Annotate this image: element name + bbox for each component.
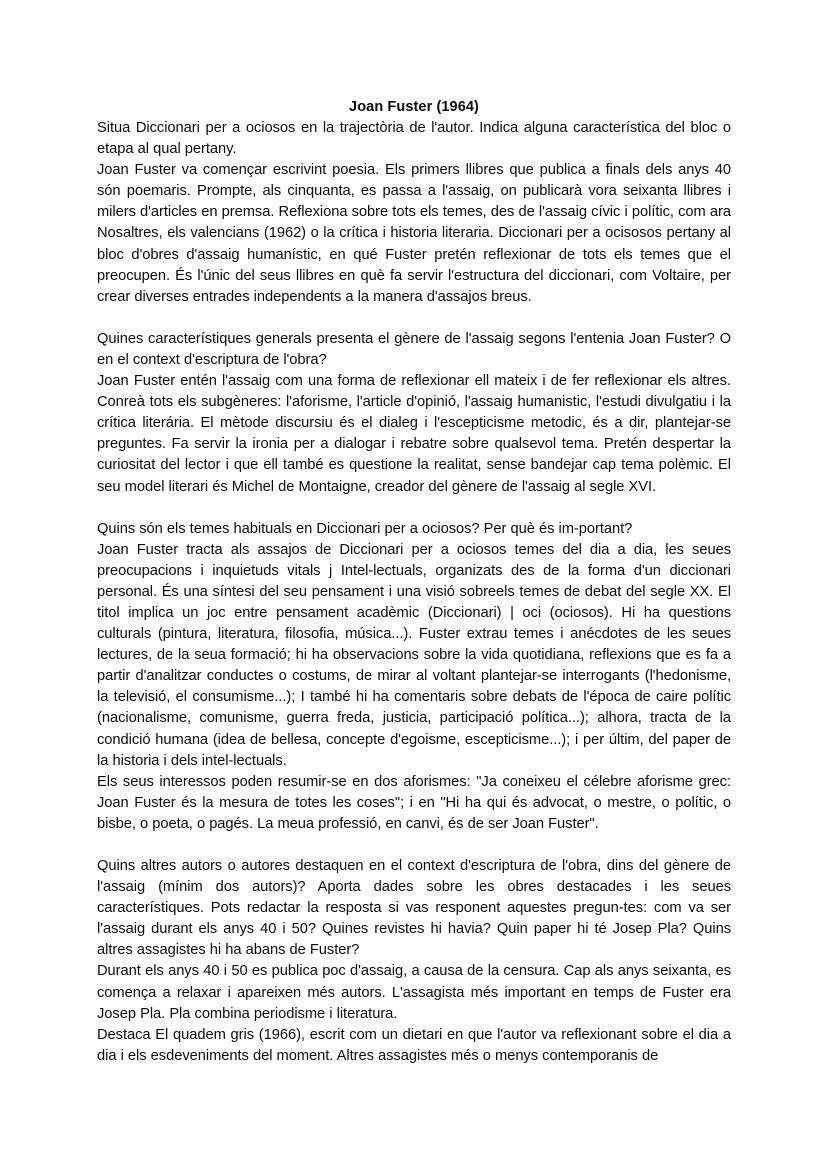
question-paragraph: Quines característiques generals presenta el gènere de l'assaig segons l'entenia Joan Fuster? O en el context d'escriptura de l'obra? xyxy=(97,330,731,368)
question-paragraph: Quins són els temes habituals en Diccionari per a ociosos? Per què és im-portant? xyxy=(97,520,633,537)
answer-paragraph: Joan Fuster va començar escrivint poesia. Els primers llibres que publica a finals dels anys 40 són poemaris. Prompte, als cinquanta, es passa a l'assaig, on publicarà vora seixanta llibres i milers d'articles en premsa. Reflexiona sobre tots els temes, des de l'assaig cívic i polític, com ara Nosaltres, els valencians (1962) o la crítica i historia literaria. Diccionari per a ocisosos pertany al bloc d'obres d'assaig humanístic, en qué Fuster pretén reflexionar de tots els temes que el preocupen. És l'únic del seus llibres en què fa servir l'estructura del diccionari, com Voltaire, per crear diverses entrades independents a la manera d'assajos breus. xyxy=(97,162,731,305)
page-title: Joan Fuster (1964) xyxy=(349,99,479,115)
document-blocks xyxy=(97,118,731,1067)
document-body xyxy=(97,97,731,1067)
paragraph-spacer xyxy=(97,308,731,329)
answer-paragraph: Els seus interessos poden resumir-se en dos aforismes: "Ja coneixeu el célebre aforisme grec: Joan Fuster és la mesura de totes les coses"; i en "Hi ha qui és advocat, o mestre, o polític, o bisbe, o poeta, o pagés. La meua professió, en canvi, és de ser Joan Fuster". xyxy=(97,773,731,832)
question-paragraph: Situa Diccionari per a ociosos en la trajectòria de l'autor. Indica alguna característica del bloc o etapa al qual pertany. xyxy=(97,120,731,158)
paragraph-spacer xyxy=(97,498,731,519)
answer-paragraph: Joan Fuster tracta als assajos de Diccionari per a ociosos temes del dia a dia, les seues preocupacions i inquietuds vitals j Intel-lectuals, organizats des de la forma d'un diccionari personal. És una síntesi del seu pensament i una visió sobreels temes de debat del segle XX. El titol implica un joc entre pensament acadèmic (Diccionari) | oci (ociosos). Hi ha questions culturals (pintura, literatura, filosofia, música...). Fuster extrau temes i anécdotes de les seues lectures, de la seua formació; hi ha observacions sobre la vida quotidiana, reflexions que es fa a partir d'analitzar conductes o costums, de mirar al voltant plantejar-se interrogants (l'hedonisme, la televisió, el consumisme...); I també hi ha comentaris sobre debats de l'época de caire polític (nacionalisme, comunisme, guerra freda, justicia, participació política...); alhora, tracta de la condició humana (idea de bellesa, concepte d'egoisme, escepticisme...); i per últim, del paper de la historia i dels intel-lectuals. xyxy=(97,541,731,769)
answer-paragraph: Destaca El quadem gris (1966), escrit com un dietari en que l'autor va reflexionant sobre el dia a dia i els esdeveniments del moment. Altres assagistes més o menys contemporanis de xyxy=(97,1026,731,1064)
question-paragraph: Quins altres autors o autores destaquen en el context d'escriptura de l'obra, dins del gènere de l'assaig (mínim dos autors)? Aporta dades sobre les obres destacades i les seues característiques. Pots redactar la resposta si vas responent aquestes pregun-tes: com va ser l'assaig durant els anys 40 i 50? Quines revistes hi havia? Quin paper hi té Josep Pla? Quins altres assagistes hi ha abans de Fuster? xyxy=(97,858,731,959)
answer-paragraph: Joan Fuster entén l'assaig com una forma de reflexionar ell mateix i de fer reflexionar els altres. Conreà tots els subgèneres: l'aforisme, l'article d'opinió, l'assaig humanistic, l'estudi divulgatiu i la crítica literária. El mètode discursiu és el dialeg i l'escepticisme metodic, és a dir, plantejar-se preguntes. Fa servir la ironia per a dialogar i rebatre sobre qualsevol tema. Pretén despertar la curiositat del lector i que ell també es questione la realitat, sense bandejar cap tema polèmic. El seu model literari és Michel de Montaigne, creador del gènere de l'assaig al segle XVI. xyxy=(97,373,731,495)
answer-paragraph: Durant els anys 40 i 50 es publica poc d'assaig, a causa de la censura. Cap als anys seixanta, es comença a relaxar i apareixen més autors. L'assagista més important en temps de Fuster era Josep Pla. Pla combina periodisme i literatura. xyxy=(97,963,731,1022)
paragraph-spacer xyxy=(97,835,731,856)
